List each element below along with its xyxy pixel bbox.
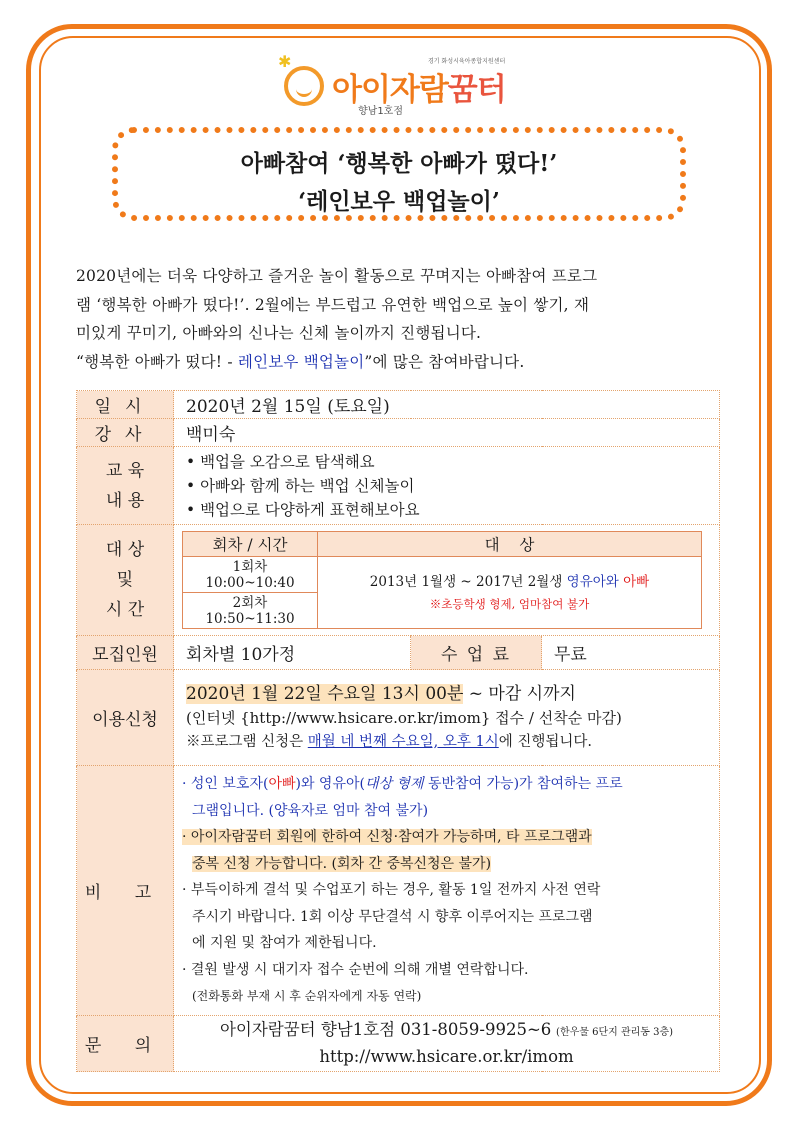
notes-label (77, 766, 174, 1016)
logo-branch: 향남1호점 (358, 106, 404, 117)
note-text: 동반참여 가능)가 참여하는 프로 (423, 776, 623, 793)
target-cell (318, 557, 702, 629)
list-item: • 백업을 오감으로 탐색해요 (186, 450, 719, 474)
target-label-line: 및 (116, 570, 134, 590)
note-text: · 성인 보호자( (182, 776, 269, 793)
intro-line: 미있게 꾸미기, 아빠와의 신나는 신체 놀이까지 진행됩니다. (76, 324, 482, 342)
contact-label (77, 1016, 174, 1072)
session-name: 1회차 (232, 558, 268, 575)
smiley-face-icon (284, 66, 324, 106)
title-box (112, 127, 686, 221)
note-text: )와 영유아( (295, 776, 365, 793)
contact-phone: 아이자람꿈터 향남1호점 031-8059-9925~6 (219, 1020, 552, 1039)
content-label-line: 교 육 (105, 460, 145, 481)
intro-text: “행복한 아빠가 떴다! - (76, 352, 238, 371)
content-label-line: 내 용 (105, 490, 145, 511)
session-time: 10:50~11:30 (205, 610, 295, 627)
star-icon: ✱ (278, 52, 292, 71)
intro-text: ”에 많은 참여바랍니다. (364, 352, 525, 371)
apply-label: 이용신청 (77, 670, 174, 766)
note-highlight: · 아이자람꿈터 회원에 한하여 신청·참여가 가능하며, 타 프로그램과 (182, 829, 592, 846)
teacher-label-text: 강사 (94, 425, 156, 445)
apply-line (186, 682, 719, 706)
target-text (318, 571, 701, 593)
list-item: • 백업으로 다양하게 표현해보아요 (186, 498, 719, 522)
fee-label: 수 업 료 (411, 636, 542, 670)
apply-schedule: 매월 네 번째 수요일, 오후 1시 (307, 733, 499, 750)
apply-line (186, 730, 719, 754)
contact-line (174, 1018, 719, 1045)
apply-value (174, 670, 720, 766)
date-label (77, 391, 174, 419)
target-value (174, 525, 720, 636)
contact-url[interactable]: http://www.hsicare.or.kr/imom (319, 1047, 574, 1066)
contact-value (174, 1016, 720, 1072)
notes-label-text: 비 고 (84, 883, 166, 903)
apply-date: 2020년 1월 22일 수요일 13시 00분 (186, 683, 464, 704)
list-item: • 아빠와 함께 하는 백업 신체놀이 (186, 474, 719, 498)
session-1 (183, 557, 318, 593)
content-label (77, 447, 174, 525)
recruit-value: 회차별 10가정 (174, 636, 411, 670)
recruit-label: 모집인원 (77, 636, 174, 670)
note-line (182, 771, 719, 798)
target-note: ※초등학생 형제, 엄마참여 불가 (429, 596, 590, 611)
note-line: 그램입니다. (양육자로 엄마 참여 불가) (192, 802, 429, 819)
note-line: (전화통화 부재 시 후 순위자에게 자동 연락) (192, 989, 422, 1004)
intro-paragraph (76, 262, 724, 376)
note-line: 에 지원 및 참여가 제한됩니다. (192, 935, 377, 952)
note-line (182, 851, 719, 878)
target-range: 2013년 1월생 ~ 2017년 2월생 (369, 573, 567, 590)
teacher-label (77, 419, 174, 447)
logo-name-b: 꿈터 (447, 72, 506, 108)
content-value (174, 447, 720, 525)
apply-note: ※프로그램 신청은 (186, 733, 308, 750)
notes-value (174, 766, 720, 1016)
note-sibling: 대상 형제 (364, 776, 424, 793)
note-highlight: 중복 신청 가능합니다. (회차 간 중복신청은 불가) (192, 855, 492, 872)
intro-line: 2020년에는 더욱 다양하고 즐거운 놀이 활동으로 꾸며지는 아빠참여 프로그 (76, 267, 598, 285)
date-label-text: 일시 (94, 397, 156, 417)
info-table (76, 390, 720, 1072)
target-label-line: 시 간 (105, 600, 145, 620)
contact-address: (한우물 6단지 관리동 3층) (556, 1027, 674, 1038)
session-table (182, 531, 702, 629)
logo-sub: 경기 화성시육아종합지원센터 (428, 58, 506, 65)
notes-list (174, 771, 719, 1010)
target-kids: 영유아와 (566, 573, 624, 590)
teacher-value: 백미숙 (174, 419, 720, 447)
target-dad: 아빠 (623, 573, 650, 590)
session-time: 10:00~10:40 (205, 574, 295, 591)
apply-deadline: ~ 마감 시까지 (463, 683, 576, 704)
note-line: 주시기 바랍니다. 1회 이상 무단결석 시 향후 이루어지는 프로그램 (192, 908, 593, 925)
target-header: 대 상 (318, 532, 702, 557)
date-value: 2020년 2월 15일 (토요일) (174, 391, 720, 419)
note-line: · 결원 발생 시 대기자 접수 순번에 의해 개별 연락합니다. (182, 961, 529, 978)
title-line-1: 아빠참여 ‘행복한 아빠가 떴다!’ (240, 150, 558, 177)
note-line: · 부득이하게 결석 및 수업포기 하는 경우, 활동 1일 전까지 사전 연락 (182, 882, 601, 899)
session-header: 회차 / 시간 (183, 532, 318, 557)
note-line (182, 824, 719, 851)
note-dad: 아빠 (268, 776, 296, 793)
apply-line: (인터넷 {http://www.hsicare.or.kr/imom} 접수 / 선착순 마감) (186, 708, 622, 727)
target-label (77, 525, 174, 636)
contact-label-text: 문 의 (84, 1036, 166, 1056)
intro-line: 램 ‘행복한 아빠가 떴다!’. 2월에는 부드럽고 유연한 백업으로 높이 쌓기, 재 (76, 295, 590, 314)
intro-line (76, 348, 724, 377)
title-line-2: ‘레인보우 백업놀이’ (298, 188, 500, 215)
logo-name-a: 아이자람 (332, 72, 448, 108)
intro-program-name: 레인보우 백업놀이 (237, 352, 365, 371)
apply-note: 에 진행됩니다. (498, 733, 593, 750)
session-2 (183, 593, 318, 629)
fee-value: 무료 (542, 636, 720, 670)
target-label-line: 대 상 (105, 540, 145, 560)
session-name: 2회차 (232, 594, 268, 611)
logo (278, 52, 532, 118)
